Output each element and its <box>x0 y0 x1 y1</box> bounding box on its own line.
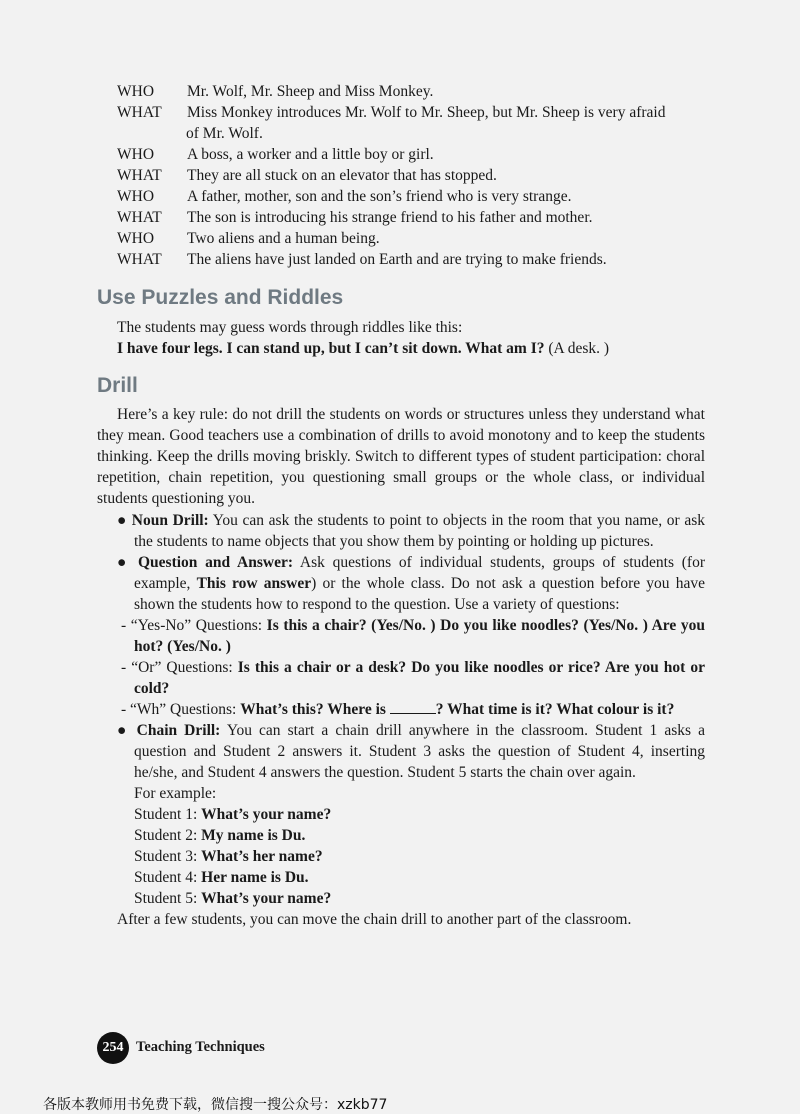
bullet-label: Question and Answer: <box>137 554 293 571</box>
watermark-text: 各版本教师用书免费下载，微信搜一搜公众号：xzkb77 <box>43 1097 388 1113</box>
row-text: Mr. Wolf, Mr. Sheep and Miss Monkey. <box>187 83 434 100</box>
row-label: WHAT <box>117 104 162 121</box>
row-text: A father, mother, son and the son’s friend who is very strange. <box>187 188 572 205</box>
dialogue-line <box>134 846 323 867</box>
question-examples: ? What time is it? What colour is it? <box>435 701 675 718</box>
bullet-chain-drill <box>117 720 705 783</box>
row-text: Two aliens and a human being. <box>187 230 380 247</box>
row-text: They are all stuck on an elevator that has stopped. <box>187 167 497 184</box>
row-label: WHAT <box>117 209 162 226</box>
row-text: Miss Monkey introduces Mr. Wolf to Mr. Sheep, but Mr. Sheep is very afraid <box>187 104 666 121</box>
speaker: Student 1: <box>134 806 202 823</box>
question-type-label: - “Or” Questions: <box>121 659 238 676</box>
bullet-text: You can start a chain drill anywhere in the classroom. Student 1 asks a question and Student 2 answers it. Student 3 asks the question of Student 4, inserting he/she, and Student 4 answers the question. Student 5 starts the chain over again. <box>134 722 705 781</box>
row-label: WHO <box>117 230 155 247</box>
row-label: WHO <box>117 146 155 163</box>
question-type-label: - “Yes-No” Questions: <box>121 617 267 634</box>
page-number: 254 <box>102 1040 124 1055</box>
yes-no-questions <box>121 615 705 657</box>
utterance: My name is Du. <box>201 827 306 844</box>
row-text: A boss, a worker and a little boy or girl. <box>187 146 434 163</box>
dialogue-line <box>134 804 331 825</box>
row-label: WHO <box>117 83 155 100</box>
question-examples: What’s this? Where is <box>240 701 390 718</box>
bullet-dot: ● <box>117 722 137 739</box>
bullet-question-answer <box>117 552 705 615</box>
drill-closing: After a few students, you can move the chain drill to another part of the classroom. <box>117 911 632 928</box>
speaker: Student 2: <box>134 827 202 844</box>
section-heading-drill: Drill <box>97 374 138 397</box>
speaker: Student 5: <box>134 890 202 907</box>
section-heading-puzzles: Use Puzzles and Riddles <box>97 286 344 309</box>
utterance: What’s your name? <box>201 890 332 907</box>
bullet-label: Noun Drill: <box>131 512 209 529</box>
utterance: What’s your name? <box>201 806 332 823</box>
bullet-dot: ● <box>117 554 138 571</box>
page-number-badge <box>97 1032 129 1064</box>
bullet-text: Ask questions of individual students, groups of students (for example, <box>134 554 705 592</box>
wh-questions <box>121 699 705 720</box>
row-text-continued: of Mr. Wolf. <box>186 125 263 142</box>
bullet-noun-drill <box>117 510 705 552</box>
utterance: Her name is Du. <box>201 869 309 886</box>
row-label: WHO <box>117 188 155 205</box>
running-footer-title: Teaching Techniques <box>136 1039 265 1055</box>
bullet-label: Chain Drill: <box>136 722 221 739</box>
question-type-label: - “Wh” Questions: <box>121 701 241 718</box>
row-text: The aliens have just landed on Earth and are trying to make friends. <box>187 251 607 268</box>
row-label: WHAT <box>117 167 162 184</box>
bullet-text: ) or the whole class. Do not ask a question before you have shown the students how to respond to the question. Use a variety of questions: <box>134 575 705 613</box>
bullet-bold: This row answer <box>196 575 312 592</box>
riddle-answer: (A desk. ) <box>544 340 610 357</box>
dialogue-line <box>134 888 331 909</box>
bullet-text: You can ask the students to point to objects in the room that you name, or ask the students to name objects that you show them by pointing or holding up pictures. <box>134 512 705 550</box>
drill-intro: Here’s a key rule: do not drill the students on words or structures unless they understand what they mean. Good teachers use a combination of drills to avoid monotony and to keep the students thinking. Keep the drills moving briskly. Switch to different types of student participation: choral repetition, chain repetition, you questioning small groups or the whole class, or individual students questioning you. <box>97 406 705 507</box>
riddle-text: I have four legs. I can stand up, but I can’t sit down. What am I? <box>117 340 545 357</box>
utterance: What’s her name? <box>201 848 323 865</box>
or-questions <box>121 657 705 699</box>
puzzles-intro: The students may guess words through riddles like this: <box>117 319 463 336</box>
speaker: Student 4: <box>134 869 202 886</box>
for-example: For example: <box>134 785 217 802</box>
dialogue-line <box>134 825 305 846</box>
riddle-line <box>117 338 609 359</box>
dialogue-line <box>134 867 309 888</box>
question-examples: Is this a chair or a desk? Do you like noodles or rice? Are you hot or cold? <box>134 659 705 697</box>
row-text: The son is introducing his strange friend to his father and mother. <box>187 209 593 226</box>
speaker: Student 3: <box>134 848 202 865</box>
question-examples: Is this a chair? (Yes/No. ) Do you like noodles? (Yes/No. ) Are you hot? (Yes/No. ) <box>134 617 705 655</box>
fill-in-blank <box>390 699 436 714</box>
bullet-dot: ● <box>117 512 132 529</box>
row-label: WHAT <box>117 251 162 268</box>
